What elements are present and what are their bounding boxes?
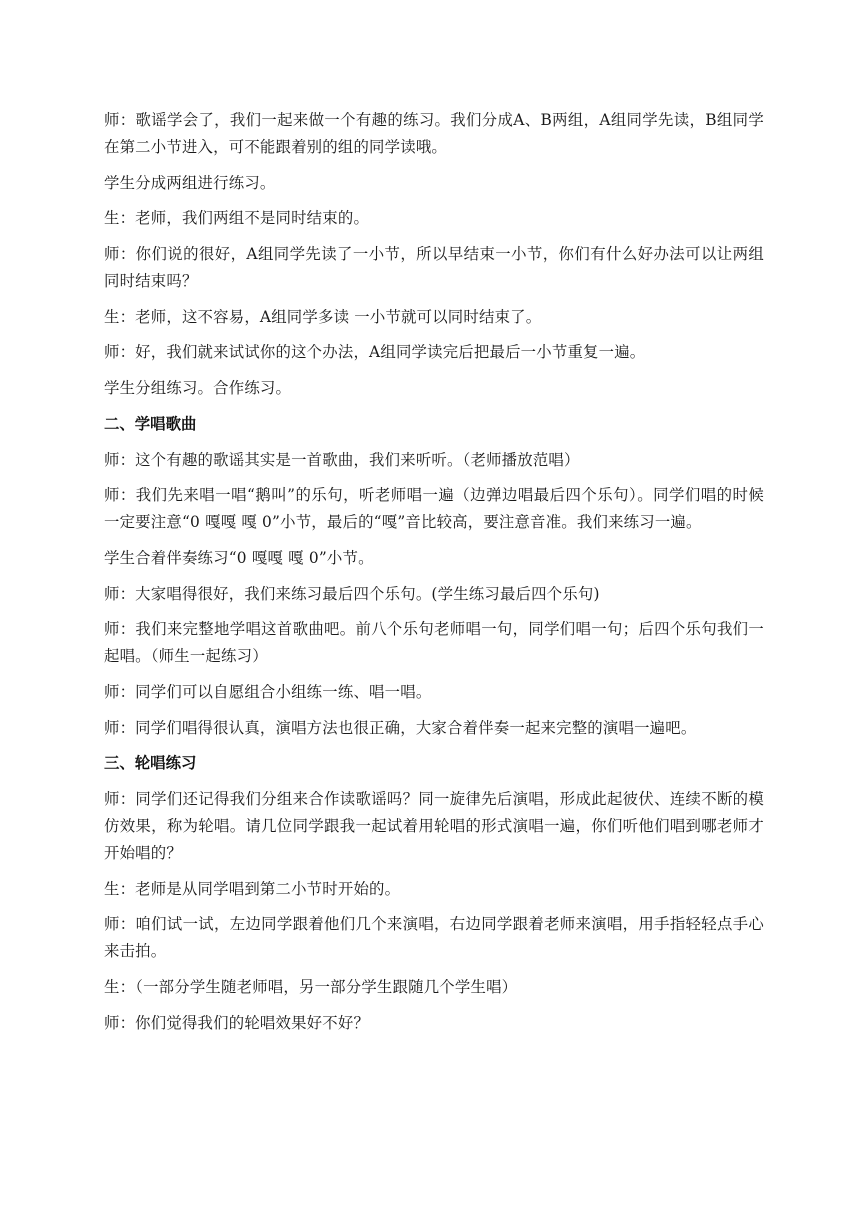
- section-heading: 二、学唱歌曲: [104, 414, 197, 433]
- paragraph: 师：大家唱得很好，我们来练习最后四个乐句。(学生练习最后四个乐句): [104, 584, 600, 603]
- paragraph: 生：老师，这不容易，A组同学多读 一小节就可以同时结束了。: [104, 307, 542, 326]
- paragraph: 学生合着伴奏练习“0 嘎嘎 嘎 0”小节。: [104, 548, 374, 567]
- paragraph: 师：同学们还记得我们分组来合作读歌谣吗？同一旋律先后演唱，形成此起彼伏、连续不断的模仿效果，称为轮唱。请几位同学跟我一起试着用轮唱的形式演唱一遍，你们听他们唱到哪老师才开始唱的？: [104, 790, 764, 862]
- paragraph: 学生分组练习。合作练习。: [104, 379, 292, 398]
- paragraph: 生：老师是从同学唱到第二小节时开始的。: [104, 879, 401, 898]
- paragraph: 师：我们先来唱一唱“鹅叫”的乐句，听老师唱一遍（边弹边唱最后四个乐句）。同学们唱的时候一定要注意“0 嘎嘎 嘎 0”小节，最后的“嘎”音比较高，要注意音准。我们来练习一遍。: [104, 486, 764, 532]
- paragraph: 生：（一部分学生随老师唱，另一部分学生跟随几个学生唱）: [104, 978, 518, 997]
- paragraph: 师：同学们唱得很认真，演唱方法也很正确，大家合着伴奏一起来完整的演唱一遍吧。: [104, 718, 697, 737]
- paragraph: 师：同学们可以自愿组合小组练一练、唱一唱。: [104, 682, 432, 701]
- paragraph: 师：你们觉得我们的轮唱效果好不好？: [104, 1013, 370, 1032]
- paragraph: 师：我们来完整地学唱这首歌曲吧。前八个乐句老师唱一句，同学们唱一句；后四个乐句我们一起唱。（师生一起练习）: [104, 620, 764, 666]
- paragraph: 师：这个有趣的歌谣其实是一首歌曲，我们来听听。（老师播放范唱）: [104, 450, 580, 469]
- paragraph: 师：歌谣学会了，我们一起来做一个有趣的练习。我们分成A、B两组，A组同学先读，B组同学在第二小节进入，可不能跟着别的组的同学读哦。: [104, 111, 764, 156]
- paragraph: 师：咱们试一试，左边同学跟着他们几个来演唱，右边同学跟着老师来演唱，用手指轻轻点手心来击拍。: [104, 915, 764, 961]
- section-heading: 三、轮唱练习: [104, 754, 197, 773]
- document-body: [104, 107, 764, 1045]
- paragraph: 师：你们说的很好，A组同学先读了一小节，所以早结束一小节，你们有什么好办法可以让两组同时结束吗？: [104, 245, 764, 291]
- paragraph: 师：好，我们就来试试你的这个办法，A组同学读完后把最后一小节重复一遍。: [104, 343, 646, 362]
- paragraph: 学生分成两组进行练习。: [104, 173, 276, 192]
- paragraph: 生：老师，我们两组不是同时结束的。: [104, 209, 370, 228]
